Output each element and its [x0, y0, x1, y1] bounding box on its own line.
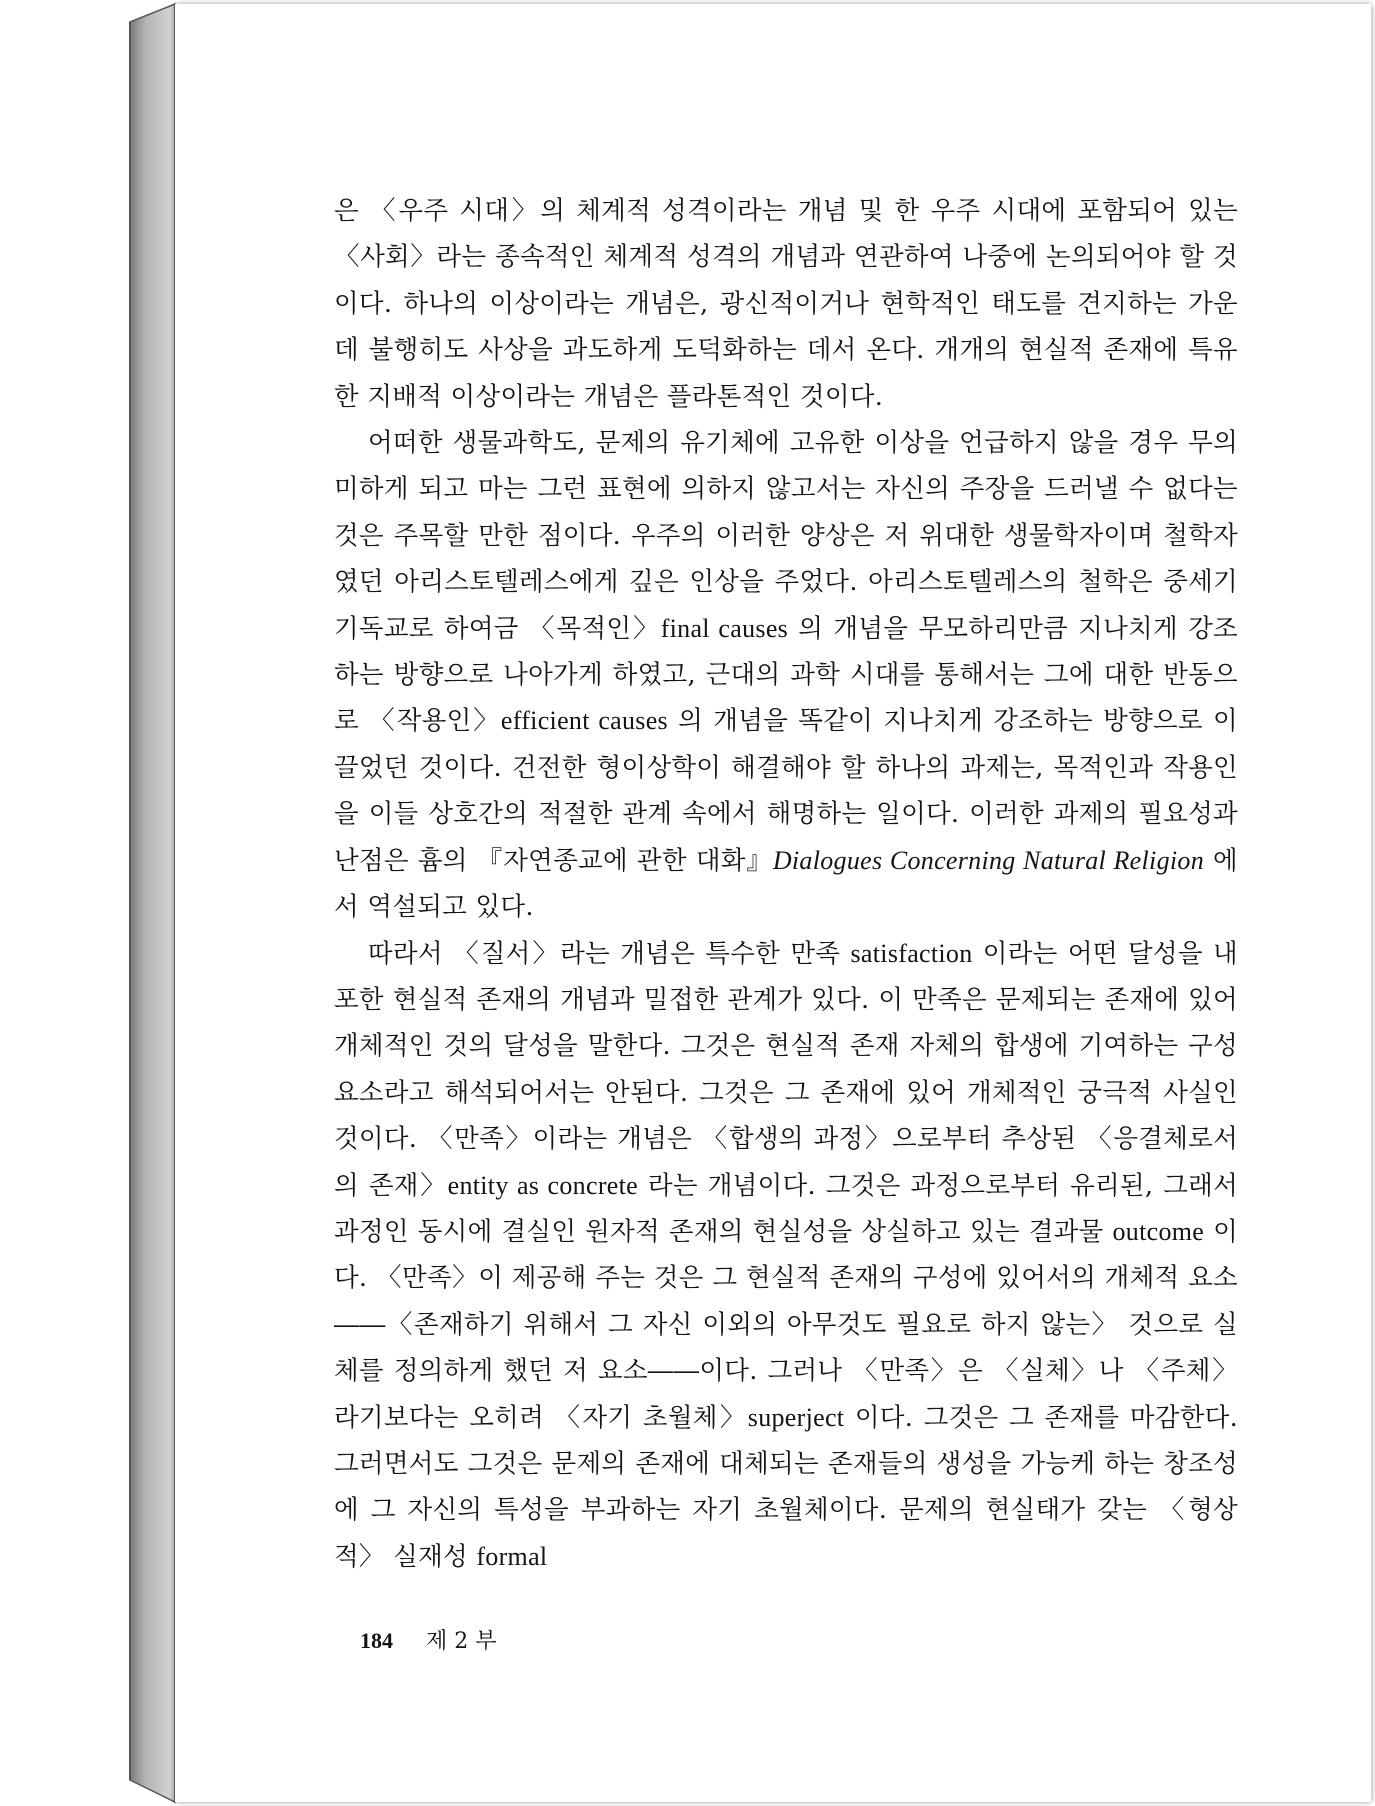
- text-segment: 은 〈우주 시대〉의 체계적 성격이라는 개념 및 한 우주 시대에 포함되어 있는 〈사회〉라는 종속적인 체계적 성격의 개념과 연관하여 나중에 논의되어야 할 것이다. 하나의 이상이라는 개념은, 광신적이거나 현학적인 태도를 견지하는 가운데 불행히도 사상을 과도하게 도덕화하는 데서 온다. 개개의 현실적 존재에 특유한 지배적 이상이라는 개념은 플라톤적인 것이다.: [334, 196, 1238, 412]
- english-term: outcome: [1112, 1216, 1205, 1246]
- text-segment: 따라서 〈질서〉라는 개념은 특수한 만족: [368, 938, 851, 969]
- text-segment: 라는 개념이다. 그것은 과정으로부터 유리된, 그래서 과정인 동시에 결실인 원자적 존재의 현실성을 상실하고 있는 결과물: [334, 1170, 1239, 1247]
- text-segment: 어떠한 생물과학도, 문제의 유기체에 고유한 이상을 언급하지 않을 경우 무의미하게 되고 마는 그런 표현에 의하지 않고서는 자신의 주장을 드러낼 수 없다는 것은 주목할 만한 점이다. 우주의 이러한 양상은 저 위대한 생물학자이며 철학자였던 아리스토텔레스에게 깊은 인상을 주었다. 아리스토텔레스의 철학은 중세기 기독교로 하여금 〈목적인〉: [334, 428, 1238, 644]
- page-footer: [360, 1624, 497, 1655]
- text-segment: 의 개념을 똑같이 지나치게 강조하는 방향으로 이끌었던 것이다. 건전한 형이상학이 해결해야 할 하나의 과제는, 목적인과 작용인을 이들 상호간의 적절한 관계 속에서 해명하는 일이다. 이러한 과제의 필요성과 난점은 흄의 『자연종교에 관한 대화』: [334, 706, 1238, 876]
- english-term: efficient causes: [500, 706, 668, 736]
- english-term: Dialogues Concerning Natural Religion: [772, 845, 1204, 875]
- paragraph: [334, 420, 1238, 930]
- english-term: satisfaction: [850, 938, 973, 968]
- text-segment: 에서 역설되고 있다.: [334, 845, 1238, 923]
- section-label: 제 2 부: [426, 1629, 497, 1654]
- english-term: formal: [476, 1541, 548, 1571]
- text-segment: 이다. 〈만족〉이 제공해 주는 것은 그 현실적 존재의 구성에 있어서의 개체적 요소――〈존재하기 위해서 그 자신 이외의 아무것도 필요로 하지 않는〉 것으로 실체를 정의하게 했던 저 요소――이다. 그러나 〈만족〉은 〈실체〉나 〈주체〉라기보다는 오히려 〈자기 초월체〉: [334, 1216, 1239, 1433]
- paragraph: [334, 931, 1238, 1581]
- body-text: [334, 188, 1238, 1580]
- text-segment: 이라는 어떤 달성을 내포한 현실적 존재의 개념과 밀접한 관계가 있다. 이 만족은 문제되는 존재에 있어 개체적인 것의 달성을 말한다. 그것은 현실적 존재 자체의 합생에 기여하는 구성 요소라고 해석되어서는 안된다. 그것은 그 존재에 있어 개체적인 궁극적 사실인 것이다. 〈만족〉이라는 개념은 〈합생의 과정〉으로부터 추상된 〈응결체로서의 존재〉: [334, 938, 1238, 1201]
- english-term: final causes: [660, 613, 789, 643]
- text-segment: 이다. 그것은 그 존재를 마감한다. 그러면서도 그것은 문제의 존재에 대체되는 존재들의 생성을 가능케 하는 창조성에 그 자신의 특성을 부과하는 자기 초월체이다. 문제의 현실태가 갖는 〈형상적〉 실재성: [334, 1402, 1238, 1572]
- paragraph: [334, 188, 1238, 420]
- english-term: entity as concrete: [447, 1170, 638, 1200]
- text-segment: 의 개념을 무모하리만큼 지나치게 강조하는 방향으로 나아가게 하였고, 근대의 과학 시대를 통해서는 그에 대한 반동으로 〈작용인〉: [334, 613, 1238, 737]
- page-number: 184: [360, 1628, 393, 1653]
- english-term: superject: [747, 1402, 845, 1432]
